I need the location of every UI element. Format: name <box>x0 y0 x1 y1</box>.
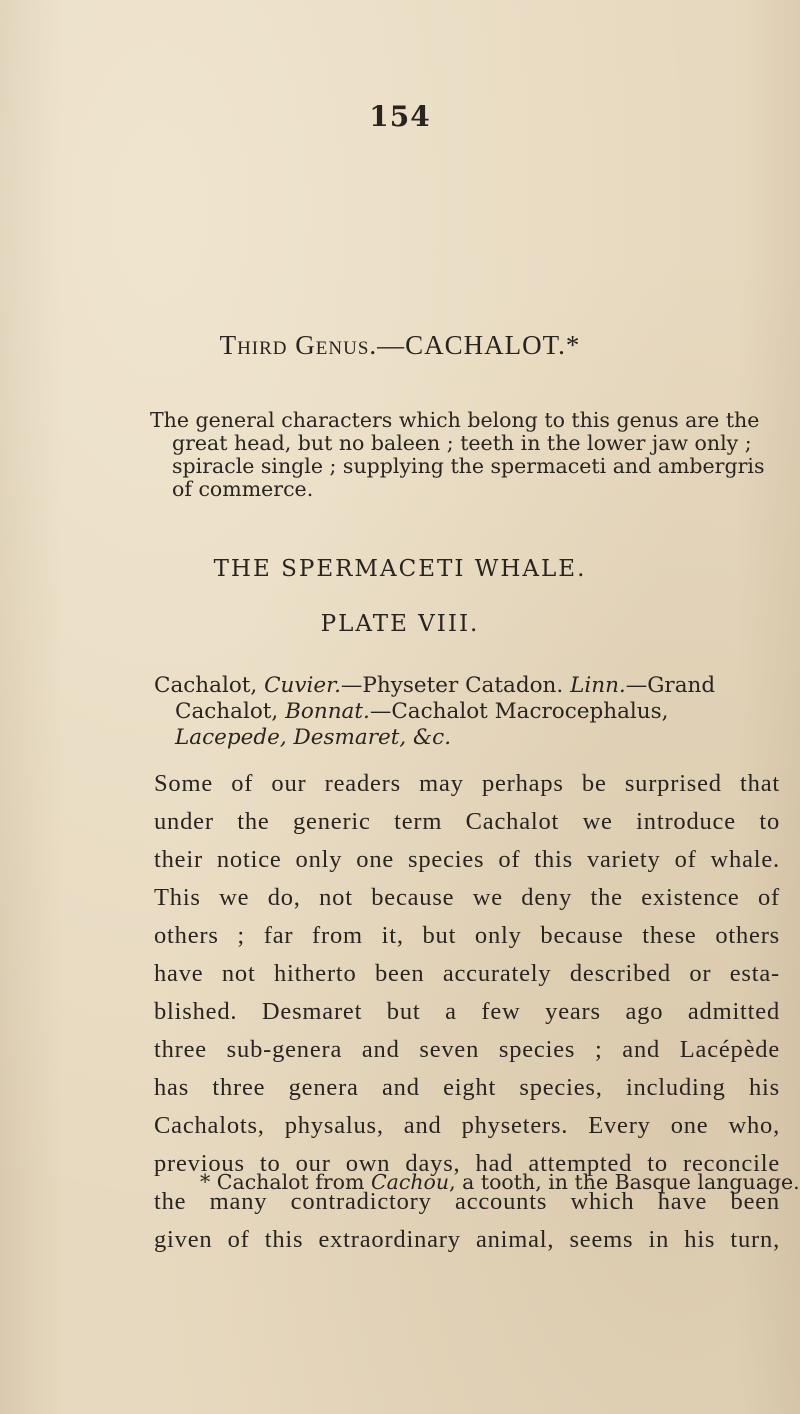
footnote-reference: * <box>565 330 581 360</box>
synonym-author: Lacepede, Desmaret, &c. <box>175 725 452 750</box>
genus-dash: — <box>377 330 406 360</box>
genus-characters: The general characters which belong to this genus are the great head, but no baleen ; teeth in the lower jaw only ; spiracle single ; supplying the spermaceti and ambergris of commerce. <box>150 408 765 501</box>
footnote-text: Cachalot from <box>216 1170 371 1194</box>
synonym-text: Cachalot, <box>154 673 265 698</box>
body-line: others ; far from it, but only because these others <box>154 922 780 949</box>
synonym-author: Bonnat. <box>285 699 370 724</box>
synonym-text: —Grand Cachalot, <box>175 673 716 724</box>
synonym-text: —Cachalot Macrocephalus, <box>369 699 669 724</box>
footnote <box>200 1170 800 1194</box>
footnote-text: , a tooth, in the Basque language. <box>449 1170 800 1194</box>
synonym-author: Cuvier. <box>264 673 341 698</box>
body-line: three sub-genera and seven species ; and Lacépède <box>154 1036 780 1063</box>
genus-prefix: Third Genus. <box>219 330 378 360</box>
body-line: their notice only one species of this variety of whale. <box>154 846 780 873</box>
body-line: previous to our own days, had attempted to reconcile <box>154 1150 780 1177</box>
synonym-author: Linn. <box>570 673 626 698</box>
body-line: under the generic term Cachalot we introduce to <box>154 808 780 835</box>
synonymy <box>154 673 785 751</box>
body-line: Some of our readers may perhaps be surprised that <box>154 770 780 797</box>
plate-label: PLATE VIII. <box>320 611 480 637</box>
page-number: 154 <box>369 100 431 133</box>
body-line: given of this extraordinary animal, seems in his turn, <box>154 1226 780 1253</box>
footnote-mark: * <box>200 1170 217 1194</box>
body-line: blished. Desmaret but a few years ago admitted <box>154 998 780 1025</box>
genus-heading <box>0 330 800 361</box>
body-line: Cachalots, physalus, and physeters. Every one who, <box>154 1112 780 1139</box>
footnote-term: Cachou <box>370 1170 450 1194</box>
body-line: has three genera and eight species, including his <box>154 1074 780 1101</box>
species-title: THE SPERMACETI WHALE. <box>213 556 587 582</box>
genus-name: CACHALOT. <box>405 330 566 360</box>
body-line: This we do, not because we deny the existence of <box>154 884 780 911</box>
body-line: the many contradictory accounts which have been <box>154 1188 780 1215</box>
body-line: have not hitherto been accurately described or esta- <box>154 960 780 987</box>
synonym-text: —Physeter Catadon. <box>340 673 571 698</box>
